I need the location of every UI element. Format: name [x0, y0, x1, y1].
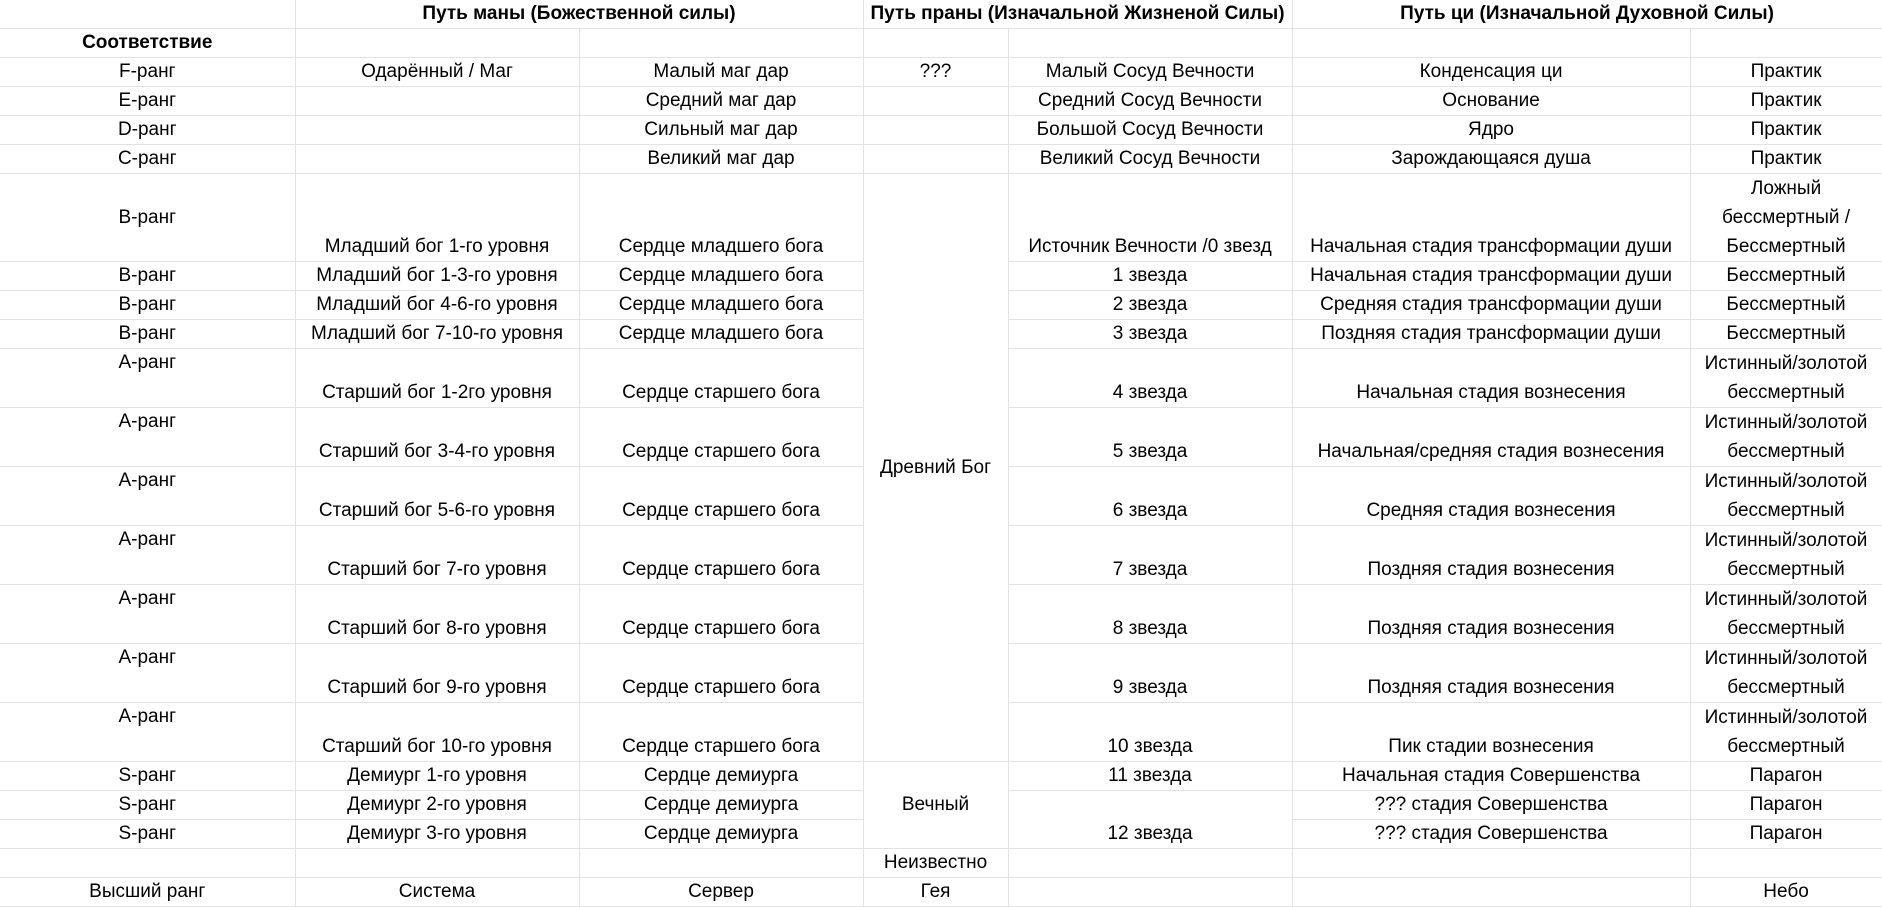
mana-rank-cell[interactable]	[295, 145, 579, 174]
qi-stage-cell[interactable]: Поздняя стадия вознесения	[1292, 585, 1690, 644]
rank-cell[interactable]: B-ранг	[0, 291, 295, 320]
rank-cell[interactable]: A-ранг	[0, 408, 295, 467]
mana-gift-cell[interactable]: Сердце старшего бога	[579, 408, 863, 467]
rank-cell[interactable]: S-ранг	[0, 820, 295, 849]
qi-stage-cell[interactable]: Основание	[1292, 87, 1690, 116]
rank-cell[interactable]: A-ранг	[0, 467, 295, 526]
mana-gift-cell[interactable]: Сердце демиурга	[579, 762, 863, 791]
prana-vessel-cell[interactable]: 1 звезда	[1008, 262, 1292, 291]
qi-title-cell[interactable]: Небо	[1690, 878, 1882, 907]
prana-stage-cell[interactable]	[863, 87, 1008, 116]
qi-title-cell[interactable]: Истинный/золотой бессмертный	[1690, 644, 1882, 703]
header-row	[0, 0, 1882, 29]
mana-rank-cell[interactable]: Демиург 3-го уровня	[295, 820, 579, 849]
rank-cell[interactable]: C-ранг	[0, 145, 295, 174]
mana-rank-cell[interactable]: Старший бог 5-6-го уровня	[295, 467, 579, 526]
mana-gift-cell[interactable]: Сердце старшего бога	[579, 703, 863, 762]
qi-title-cell[interactable]: Истинный/золотой бессмертный	[1690, 585, 1882, 644]
qi-title-cell[interactable]: Истинный/золотой бессмертный	[1690, 526, 1882, 585]
mana-rank-cell[interactable]: Система	[295, 878, 579, 907]
table-row	[0, 87, 1882, 116]
rank-cell[interactable]: A-ранг	[0, 644, 295, 703]
cell[interactable]	[0, 0, 295, 29]
qi-title-cell[interactable]: Истинный/золотой бессмертный	[1690, 349, 1882, 408]
qi-title-cell[interactable]: Парагон	[1690, 762, 1882, 791]
qi-stage-cell[interactable]: ??? стадия Совершенства	[1292, 791, 1690, 820]
mana-rank-cell[interactable]: Демиург 2-го уровня	[295, 791, 579, 820]
table-row	[0, 58, 1882, 87]
mana-gift-cell[interactable]: Сердце младшего бога	[579, 291, 863, 320]
mana-gift-cell[interactable]: Малый маг дар	[579, 58, 863, 87]
mana-gift-cell[interactable]: Сердце младшего бога	[579, 262, 863, 291]
qi-title-cell[interactable]	[1690, 849, 1882, 878]
rank-cell[interactable]: A-ранг	[0, 703, 295, 762]
mana-gift-cell[interactable]: Сердце младшего бога	[579, 174, 863, 262]
table-row	[0, 174, 1882, 262]
rank-cell[interactable]: S-ранг	[0, 791, 295, 820]
header-prana-path[interactable]: Путь праны (Изначальной Жизненой Силы)	[863, 0, 1292, 29]
qi-stage-cell[interactable]: Начальная стадия вознесения	[1292, 349, 1690, 408]
prana-vessel-cell[interactable]: 5 звезда	[1008, 408, 1292, 467]
qi-stage-cell[interactable]: Ядро	[1292, 116, 1690, 145]
prana-vessel-cell[interactable]: Средний Сосуд Вечности	[1008, 87, 1292, 116]
table-row	[0, 145, 1882, 174]
mana-gift-cell[interactable]: Сердце демиурга	[579, 791, 863, 820]
table-row	[0, 849, 1882, 878]
qi-stage-cell[interactable]	[1292, 878, 1690, 907]
mana-rank-cell[interactable]: Одарённый / Маг	[295, 58, 579, 87]
merged-ancient-god-cell[interactable]: Древний Бог	[863, 174, 1008, 762]
prana-stage-cell[interactable]	[863, 116, 1008, 145]
mana-gift-cell[interactable]: Сердце демиурга	[579, 820, 863, 849]
rank-cell[interactable]: S-ранг	[0, 762, 295, 791]
prana-stage-cell[interactable]: ???	[863, 58, 1008, 87]
cell[interactable]	[1008, 29, 1292, 58]
prana-vessel-cell[interactable]: 6 звезда	[1008, 467, 1292, 526]
prana-vessel-cell[interactable]: Малый Сосуд Вечности	[1008, 58, 1292, 87]
cell[interactable]	[1690, 29, 1882, 58]
prana-vessel-cell[interactable]: 7 звезда	[1008, 526, 1292, 585]
table-row	[0, 116, 1882, 145]
prana-vessel-cell[interactable]: 2 звезда	[1008, 291, 1292, 320]
rank-cell[interactable]: A-ранг	[0, 526, 295, 585]
rank-cell[interactable]: B-ранг	[0, 320, 295, 349]
qi-stage-cell[interactable]: Начальная стадия Совершенства	[1292, 762, 1690, 791]
mana-gift-cell[interactable]: Великий маг дар	[579, 145, 863, 174]
qi-title-cell[interactable]: Истинный/золотой бессмертный	[1690, 703, 1882, 762]
qi-stage-cell[interactable]: Средняя стадия вознесения	[1292, 467, 1690, 526]
cell[interactable]	[579, 29, 863, 58]
prana-vessel-cell[interactable]: Великий Сосуд Вечности	[1008, 145, 1292, 174]
qi-title-cell[interactable]: Парагон	[1690, 820, 1882, 849]
qi-title-cell[interactable]: Практик	[1690, 116, 1882, 145]
merged-eternal-cell[interactable]: Вечный	[863, 762, 1008, 849]
qi-title-cell[interactable]: Парагон	[1690, 791, 1882, 820]
correspondence-row	[0, 29, 1882, 58]
prana-vessel-cell[interactable]: 3 звезда	[1008, 320, 1292, 349]
qi-stage-cell[interactable]: Поздняя стадия вознесения	[1292, 644, 1690, 703]
prana-stage-cell[interactable]	[863, 145, 1008, 174]
qi-title-cell[interactable]: Истинный/золотой бессмертный	[1690, 408, 1882, 467]
qi-title-cell[interactable]: Бессмертный	[1690, 291, 1882, 320]
qi-stage-cell[interactable]: Средняя стадия трансформации души	[1292, 291, 1690, 320]
qi-stage-cell[interactable]: Пик стадии вознесения	[1292, 703, 1690, 762]
qi-title-cell[interactable]: Практик	[1690, 87, 1882, 116]
prana-vessel-cell[interactable]: Источник Вечности /0 звезд	[1008, 174, 1292, 262]
mana-rank-cell[interactable]: Старший бог 8-го уровня	[295, 585, 579, 644]
prana-vessel-cell[interactable]	[1008, 849, 1292, 878]
mana-gift-cell[interactable]: Сервер	[579, 878, 863, 907]
rank-cell[interactable]	[0, 849, 295, 878]
prana-vessel-cell[interactable]: Большой Сосуд Вечности	[1008, 116, 1292, 145]
mana-gift-cell[interactable]: Средний маг дар	[579, 87, 863, 116]
qi-stage-cell[interactable]: ??? стадия Совершенства	[1292, 820, 1690, 849]
mana-rank-cell[interactable]: Старший бог 9-го уровня	[295, 644, 579, 703]
qi-title-cell[interactable]: Ложный бессмертный / Бессмертный	[1690, 174, 1882, 262]
qi-title-cell[interactable]: Бессмертный	[1690, 320, 1882, 349]
mana-gift-cell[interactable]: Сердце старшего бога	[579, 467, 863, 526]
mana-gift-cell[interactable]: Сердце старшего бога	[579, 349, 863, 408]
qi-stage-cell[interactable]: Зарождающаяся душа	[1292, 145, 1690, 174]
mana-rank-cell[interactable]	[295, 87, 579, 116]
mana-rank-cell[interactable]: Демиург 1-го уровня	[295, 762, 579, 791]
mana-rank-cell[interactable]: Старший бог 10-го уровня	[295, 703, 579, 762]
prana-stage-cell[interactable]: Неизвестно	[863, 849, 1008, 878]
mana-rank-cell[interactable]: Младший бог 1-го уровня	[295, 174, 579, 262]
rank-cell[interactable]: F-ранг	[0, 58, 295, 87]
prana-vessel-cell[interactable]: 8 звезда	[1008, 585, 1292, 644]
cell[interactable]	[1292, 29, 1690, 58]
prana-vessel-cell[interactable]: 4 звезда	[1008, 349, 1292, 408]
rank-cell[interactable]: A-ранг	[0, 585, 295, 644]
qi-stage-cell[interactable]: Начальная стадия трансформации души	[1292, 262, 1690, 291]
qi-stage-cell[interactable]	[1292, 849, 1690, 878]
mana-rank-cell[interactable]	[295, 116, 579, 145]
rank-cell[interactable]: B-ранг	[0, 174, 295, 262]
rank-cell[interactable]: E-ранг	[0, 87, 295, 116]
qi-stage-cell[interactable]: Конденсация ци	[1292, 58, 1690, 87]
qi-stage-cell[interactable]: Начальная стадия трансформации души	[1292, 174, 1690, 262]
rank-cell[interactable]: Высший ранг	[0, 878, 295, 907]
prana-vessel-cell[interactable]: 10 звезда	[1008, 703, 1292, 762]
mana-rank-cell[interactable]	[295, 849, 579, 878]
mana-gift-cell[interactable]: Сердце младшего бога	[579, 320, 863, 349]
cell[interactable]	[863, 29, 1008, 58]
prana-stage-cell[interactable]: Гея	[863, 878, 1008, 907]
mana-gift-cell[interactable]: Сердце старшего бога	[579, 585, 863, 644]
rank-cell[interactable]: A-ранг	[0, 349, 295, 408]
prana-vessel-cell[interactable]	[1008, 878, 1292, 907]
correspondence-label[interactable]: Соответствие	[0, 29, 295, 58]
header-qi-path[interactable]: Путь ци (Изначальной Духовной Силы)	[1292, 0, 1882, 29]
mana-gift-cell[interactable]: Сердце старшего бога	[579, 644, 863, 703]
qi-stage-cell[interactable]: Поздняя стадия вознесения	[1292, 526, 1690, 585]
qi-title-cell[interactable]: Практик	[1690, 145, 1882, 174]
mana-rank-cell[interactable]: Младший бог 7-10-го уровня	[295, 320, 579, 349]
header-mana-path[interactable]: Путь маны (Божественной силы)	[295, 0, 863, 29]
mana-gift-cell[interactable]: Сердце старшего бога	[579, 526, 863, 585]
qi-stage-cell[interactable]: Начальная/средняя стадия вознесения	[1292, 408, 1690, 467]
qi-stage-cell[interactable]: Поздняя стадия трансформации души	[1292, 320, 1690, 349]
mana-rank-cell[interactable]: Младший бог 4-6-го уровня	[295, 291, 579, 320]
mana-rank-cell[interactable]: Старший бог 7-го уровня	[295, 526, 579, 585]
mana-gift-cell[interactable]	[579, 849, 863, 878]
cell[interactable]	[295, 29, 579, 58]
prana-vessel-cell[interactable]: 12 звезда	[1008, 791, 1292, 849]
prana-vessel-cell[interactable]: 11 звезда	[1008, 762, 1292, 791]
mana-rank-cell[interactable]: Старший бог 1-2го уровня	[295, 349, 579, 408]
mana-rank-cell[interactable]: Младший бог 1-3-го уровня	[295, 262, 579, 291]
table-row	[0, 762, 1882, 791]
mana-rank-cell[interactable]: Старший бог 3-4-го уровня	[295, 408, 579, 467]
rank-cell[interactable]: D-ранг	[0, 116, 295, 145]
qi-title-cell[interactable]: Бессмертный	[1690, 262, 1882, 291]
prana-vessel-cell[interactable]: 9 звезда	[1008, 644, 1292, 703]
rank-cell[interactable]: B-ранг	[0, 262, 295, 291]
qi-title-cell[interactable]: Практик	[1690, 58, 1882, 87]
qi-title-cell[interactable]: Истинный/золотой бессмертный	[1690, 467, 1882, 526]
mana-gift-cell[interactable]: Сильный маг дар	[579, 116, 863, 145]
table-row	[0, 878, 1882, 907]
